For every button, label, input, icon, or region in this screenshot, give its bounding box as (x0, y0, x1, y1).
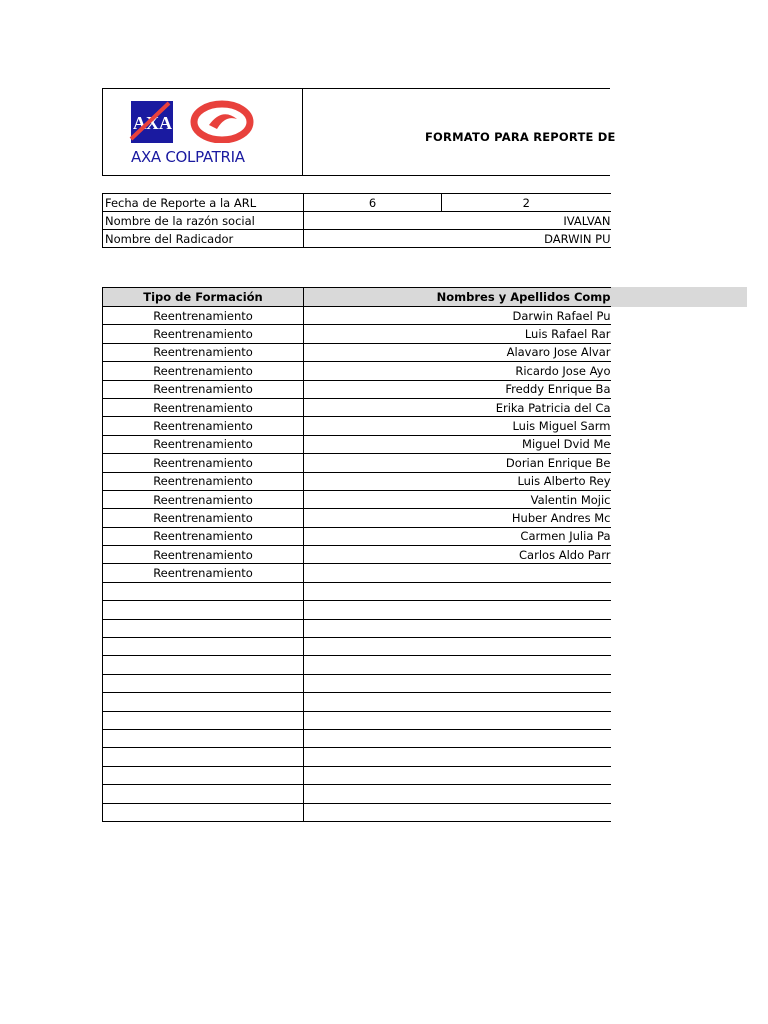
table-row (103, 803, 611, 821)
nombre-cell: Miguel Dvid Me (304, 435, 611, 453)
info-row-razon-social (103, 212, 611, 230)
tipo-formacion-cell: Reentrenamiento (103, 380, 304, 398)
logo-cell (103, 89, 303, 175)
tipo-formacion-cell: Reentrenamiento (103, 490, 304, 508)
razon-social-label: Nombre de la razón social (103, 212, 304, 230)
nombre-cell (304, 564, 611, 582)
tipo-formacion-cell: Reentrenamiento (103, 435, 304, 453)
info-table (102, 193, 611, 248)
nombre-cell (304, 582, 611, 600)
nombre-cell (304, 693, 611, 711)
tipo-formacion-cell (103, 619, 304, 637)
nombre-cell: Luis Rafael Rar (304, 325, 611, 343)
tipo-formacion-cell (103, 656, 304, 674)
nombre-cell (304, 638, 611, 656)
table-row (103, 674, 611, 692)
table-row (103, 472, 611, 490)
table-row (103, 380, 611, 398)
tipo-formacion-cell: Reentrenamiento (103, 325, 304, 343)
table-row (103, 693, 611, 711)
table-body (103, 307, 611, 822)
svg-text:AXA: AXA (133, 113, 172, 133)
nombre-cell (304, 601, 611, 619)
nombre-cell (304, 803, 611, 821)
tipo-formacion-cell: Reentrenamiento (103, 343, 304, 361)
nombre-cell (304, 656, 611, 674)
tipo-formacion-cell: Reentrenamiento (103, 398, 304, 416)
nombre-cell: Ricardo Jose Ayo (304, 362, 611, 380)
nombre-cell: Freddy Enrique Ba (304, 380, 611, 398)
table-row (103, 619, 611, 637)
tipo-formacion-cell (103, 582, 304, 600)
info-row-radicador (103, 230, 611, 248)
tipo-formacion-cell (103, 601, 304, 619)
nombre-cell (304, 619, 611, 637)
header-fill-extension (610, 287, 747, 307)
table-row (103, 546, 611, 564)
nombre-cell: Valentin Mojic (304, 490, 611, 508)
table-row (103, 582, 611, 600)
nombre-cell: Darwin Rafael Pu (304, 307, 611, 325)
info-row-fecha (103, 194, 611, 212)
axa-logo (129, 99, 259, 143)
nombre-cell: Huber Andres Mc (304, 509, 611, 527)
radicador-label: Nombre del Radicador (103, 230, 304, 248)
nombre-cell: Erika Patricia del Ca (304, 398, 611, 416)
table-row (103, 435, 611, 453)
table-row (103, 362, 611, 380)
participants-table (102, 287, 611, 822)
nombre-cell: Carlos Aldo Parr (304, 546, 611, 564)
table-row (103, 656, 611, 674)
nombre-cell (304, 785, 611, 803)
nombre-cell (304, 711, 611, 729)
document-header (102, 88, 616, 176)
table-row (103, 325, 611, 343)
table-row (103, 417, 611, 435)
tipo-formacion-cell: Reentrenamiento (103, 307, 304, 325)
radicador-value: DARWIN PU (304, 230, 611, 248)
document-title: FORMATO PARA REPORTE DE (425, 130, 616, 144)
logo-text: AXA COLPATRIA (131, 148, 245, 166)
razon-social-value: IVALVAN (304, 212, 611, 230)
table-row (103, 307, 611, 325)
tipo-formacion-cell (103, 711, 304, 729)
tipo-formacion-cell: Reentrenamiento (103, 472, 304, 490)
tipo-formacion-cell (103, 803, 304, 821)
col-nombres-apellidos: Nombres y Apellidos Comp (304, 288, 611, 307)
tipo-formacion-cell: Reentrenamiento (103, 527, 304, 545)
tipo-formacion-cell: Reentrenamiento (103, 362, 304, 380)
tipo-formacion-cell: Reentrenamiento (103, 417, 304, 435)
nombre-cell: Carmen Julia Pa (304, 527, 611, 545)
col-tipo-formacion: Tipo de Formación (103, 288, 304, 307)
table-row (103, 638, 611, 656)
table-header-row (103, 288, 611, 307)
tipo-formacion-cell (103, 693, 304, 711)
nombre-cell: Luis Miguel Sarm (304, 417, 611, 435)
table-row (103, 766, 611, 784)
table-row (103, 527, 611, 545)
table-row (103, 509, 611, 527)
table-row (103, 729, 611, 747)
fecha-label: Fecha de Reporte a la ARL (103, 194, 304, 212)
tipo-formacion-cell (103, 748, 304, 766)
table-row (103, 785, 611, 803)
table-row (103, 490, 611, 508)
table-row (103, 454, 611, 472)
table-row (103, 564, 611, 582)
table-row (103, 343, 611, 361)
nombre-cell (304, 674, 611, 692)
tipo-formacion-cell (103, 785, 304, 803)
fecha-month: 2 (442, 194, 611, 212)
nombre-cell (304, 729, 611, 747)
tipo-formacion-cell: Reentrenamiento (103, 454, 304, 472)
tipo-formacion-cell (103, 638, 304, 656)
table-row (103, 748, 611, 766)
tipo-formacion-cell (103, 729, 304, 747)
tipo-formacion-cell: Reentrenamiento (103, 546, 304, 564)
table-row (103, 601, 611, 619)
table-row (103, 711, 611, 729)
nombre-cell (304, 748, 611, 766)
nombre-cell: Luis Alberto Rey (304, 472, 611, 490)
table-row (103, 398, 611, 416)
tipo-formacion-cell: Reentrenamiento (103, 564, 304, 582)
tipo-formacion-cell (103, 674, 304, 692)
nombre-cell: Alavaro Jose Alvar (304, 343, 611, 361)
nombre-cell (304, 766, 611, 784)
tipo-formacion-cell (103, 766, 304, 784)
tipo-formacion-cell: Reentrenamiento (103, 509, 304, 527)
fecha-day: 6 (304, 194, 442, 212)
nombre-cell: Dorian Enrique Be (304, 454, 611, 472)
